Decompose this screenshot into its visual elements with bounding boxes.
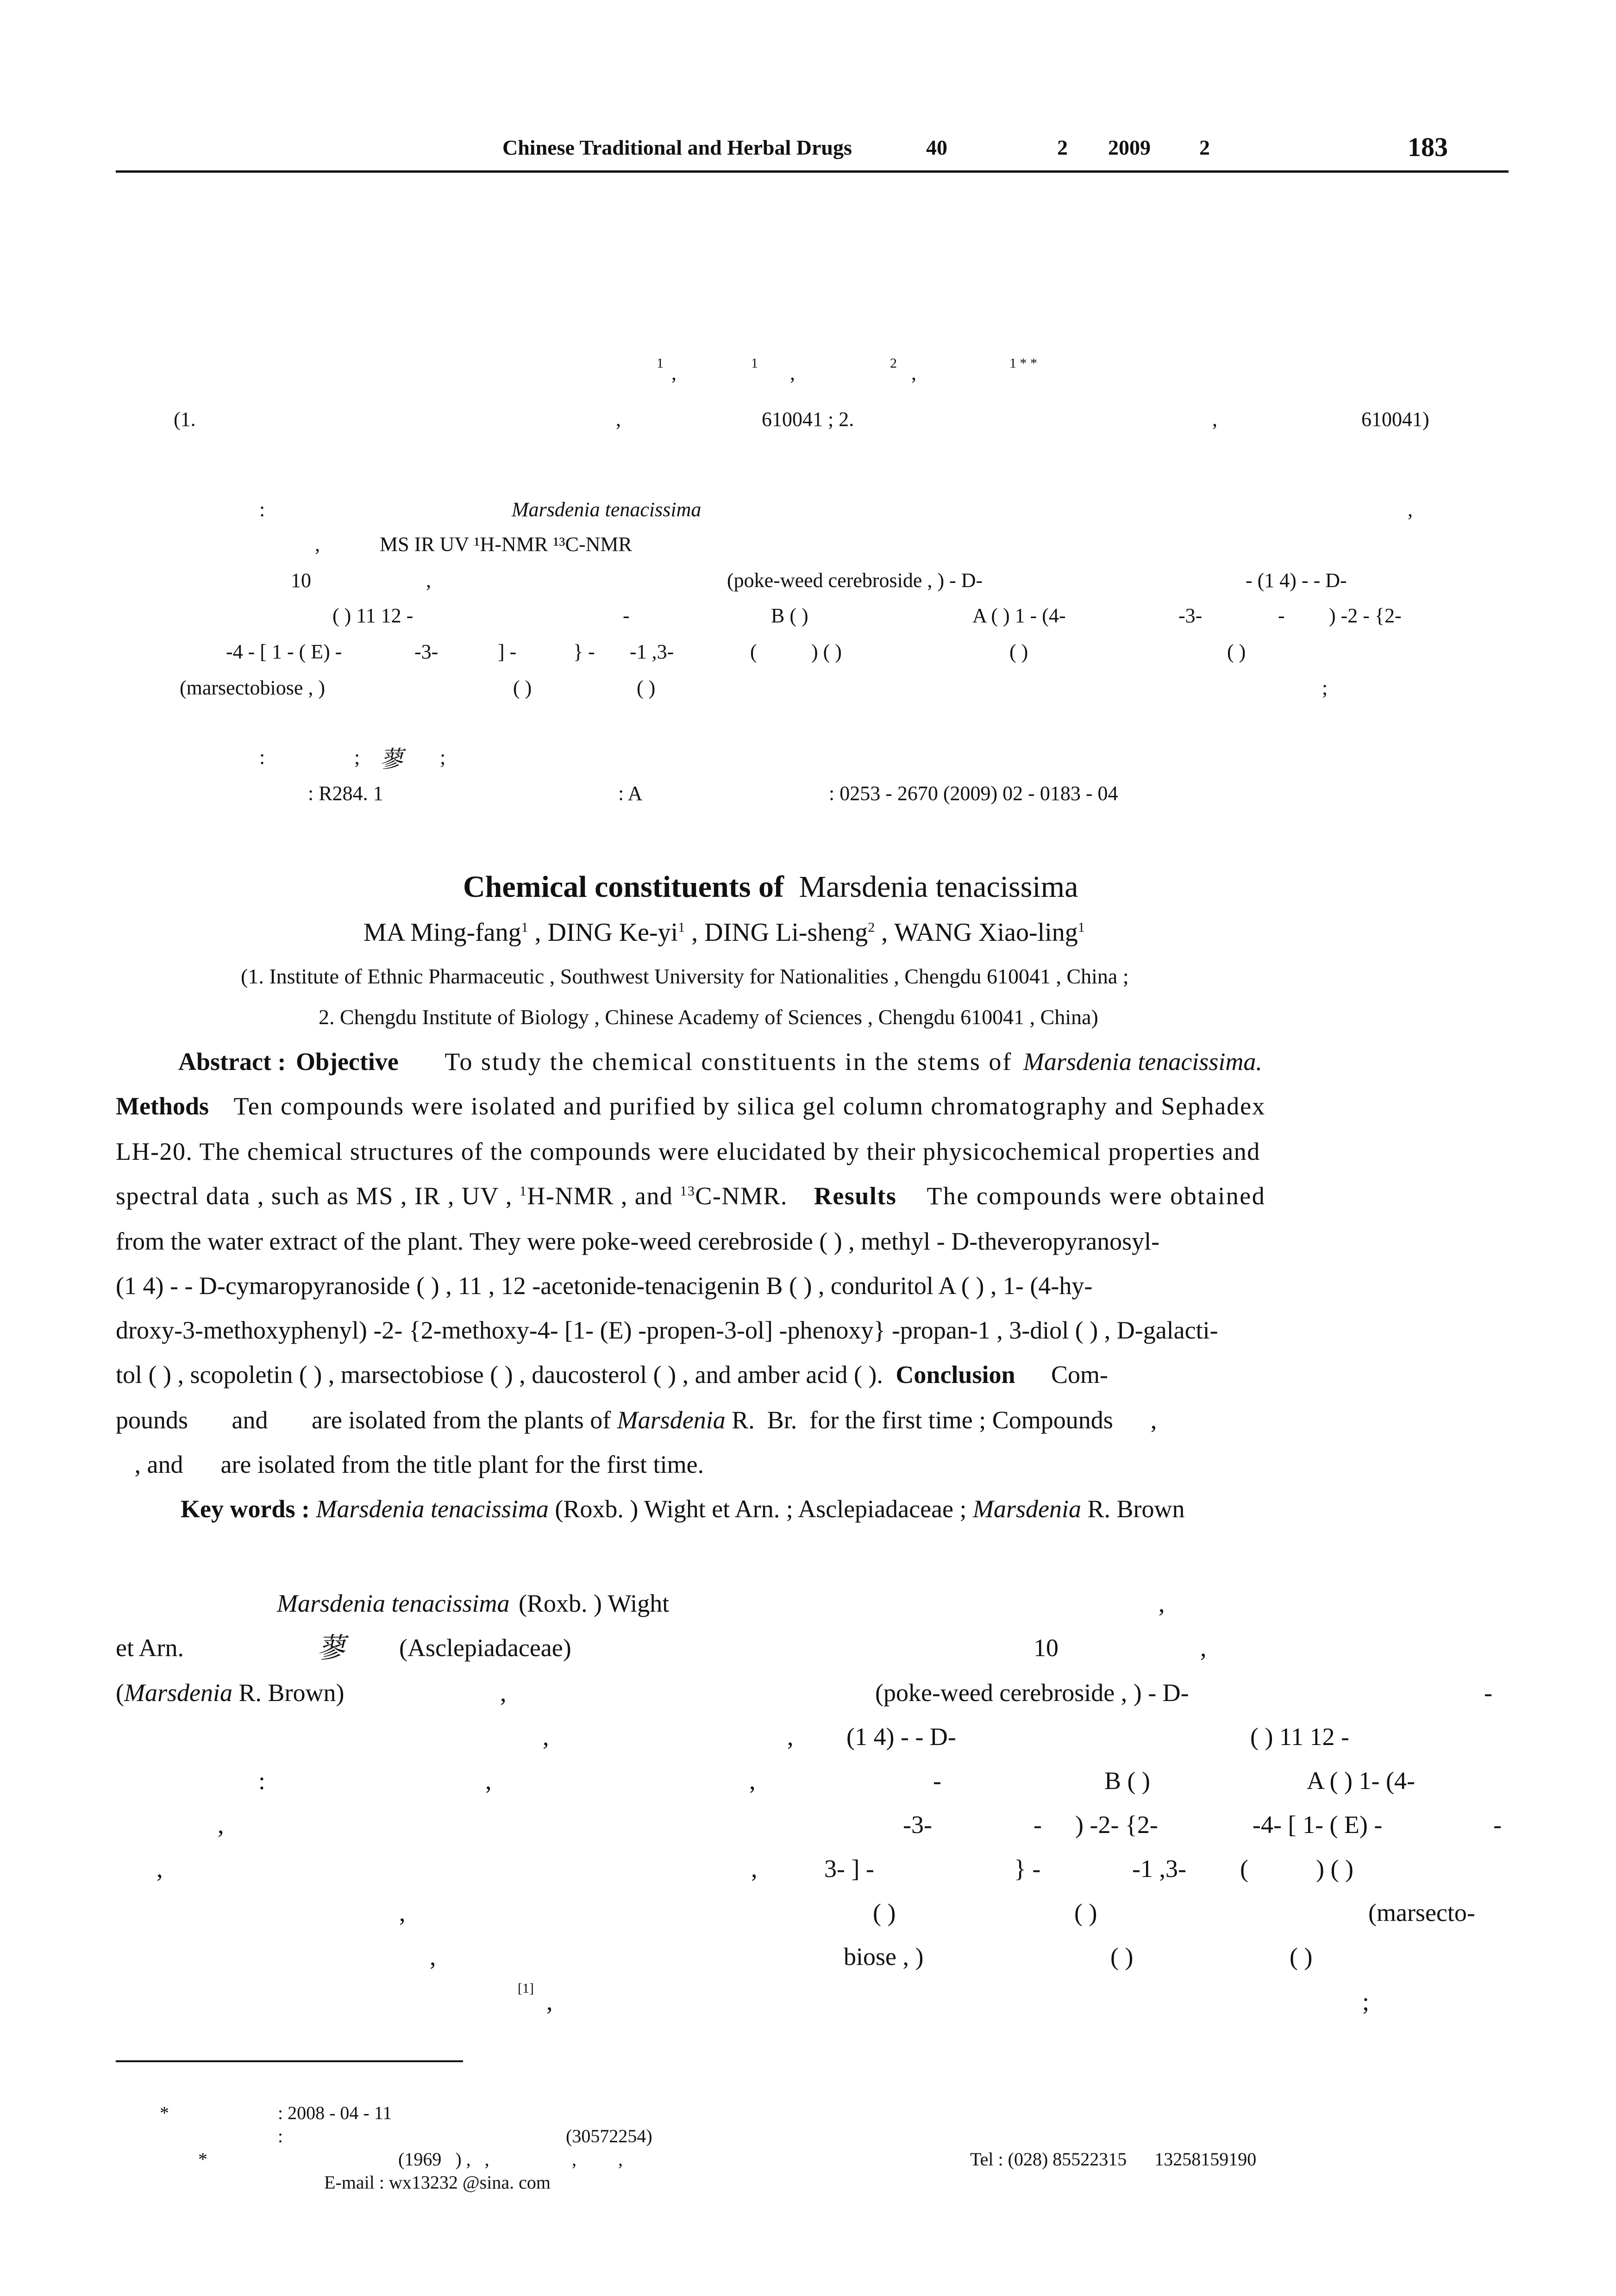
cn-abstract-text: ( ) bbox=[513, 676, 532, 699]
methods-label: Methods bbox=[116, 1092, 209, 1120]
abstract-sup: 13 bbox=[680, 1183, 695, 1199]
cn-abstract-species: Marsdenia tenacissima bbox=[512, 498, 702, 521]
cn-keywords-text: ; bbox=[440, 746, 446, 769]
cn-abstract-text: : bbox=[259, 498, 265, 521]
cn-affil-comma: , bbox=[616, 408, 621, 431]
cn-affil-postcode: 610041) bbox=[1361, 408, 1429, 431]
abstract-sup: 1 bbox=[519, 1183, 527, 1199]
cn-abstract-text: , bbox=[315, 533, 320, 556]
results-label: Results bbox=[814, 1182, 897, 1210]
footnote-text: , , bbox=[572, 2149, 623, 2170]
page-number: 183 bbox=[1408, 132, 1448, 162]
body-text: ) ( ) bbox=[1316, 1855, 1353, 1883]
body-text: , bbox=[543, 1723, 549, 1751]
cn-abstract-text: - bbox=[623, 604, 630, 627]
journal-name: Chinese Traditional and Herbal Drugs bbox=[502, 136, 852, 159]
footnote-text: (1969 ) , , bbox=[398, 2149, 489, 2170]
body-text: , bbox=[218, 1811, 224, 1839]
body-text: (poke-weed cerebroside , ) - D- bbox=[875, 1679, 1189, 1707]
body-text: -3- bbox=[903, 1811, 932, 1839]
abstract-genus: Marsdenia bbox=[617, 1406, 726, 1434]
footnote-received: : 2008 - 04 - 11 bbox=[278, 2102, 392, 2123]
abstract-line: , and are isolated from the title plant for the first time. bbox=[116, 1451, 704, 1478]
body-text: , bbox=[749, 1767, 756, 1795]
body-text: : bbox=[258, 1767, 266, 1795]
body-text: ) -2- {2- bbox=[1075, 1811, 1158, 1839]
header-rule bbox=[116, 170, 1509, 173]
cn-abstract-text: ; bbox=[1322, 676, 1328, 699]
abstract-line bbox=[178, 1047, 1262, 1076]
cn-abstract-text: ( ) bbox=[637, 676, 656, 699]
body-species: Marsdenia tenacissima bbox=[277, 1589, 510, 1617]
body-text: 3- ] - bbox=[824, 1855, 874, 1883]
body-text: , bbox=[399, 1899, 406, 1927]
abstract-line: droxy-3-methoxyphenyl) -2- {2-methoxy-4- [1- (E) -propen-3-ol] -phenoxy} -propan-1 , 3-diol ( ) , D-galacti- bbox=[116, 1316, 1218, 1344]
body-text: (1 4) - - D- bbox=[846, 1723, 956, 1751]
title-species: Marsdenia tenacissima bbox=[799, 870, 1078, 904]
body-text: ( ) 11 12 - bbox=[1250, 1723, 1349, 1751]
affiliation-line: (1. Institute of Ethnic Pharmaceutic , Southwest University for Nationalities , Chengdu 610041 , China ; bbox=[241, 964, 1129, 988]
cn-author-mark: 1 * * bbox=[1009, 356, 1037, 371]
cn-author-mark: , bbox=[790, 362, 795, 384]
author-sup: 2 bbox=[868, 920, 875, 935]
affiliation-line: 2. Chengdu Institute of Biology , Chinese Academy of Sciences , Chengdu 610041 , China) bbox=[319, 1005, 1098, 1029]
cn-abstract-text: - bbox=[1278, 604, 1285, 627]
article-title bbox=[463, 870, 1078, 905]
body-text: A ( ) 1- (4- bbox=[1307, 1767, 1415, 1795]
author-sup: 1 bbox=[521, 920, 528, 935]
author-name: DING Ke-yi bbox=[547, 918, 678, 947]
body-text: , bbox=[157, 1855, 163, 1883]
cn-abstract-text: 10 bbox=[291, 569, 311, 592]
body-text: , bbox=[1200, 1634, 1207, 1662]
cn-author-mark: 1 bbox=[751, 356, 758, 371]
author-name: DING Li-sheng bbox=[704, 918, 868, 947]
results-text: The compounds were obtained bbox=[927, 1182, 1266, 1210]
abstract-text: tol ( ) , scopoletin ( ) , marsectobiose ( ) , daucosterol ( ) , and amber acid ( ). bbox=[116, 1361, 883, 1389]
body-text: 10 bbox=[1033, 1634, 1059, 1662]
cn-doc-code: : A bbox=[618, 782, 643, 805]
objective-text: To study the chemical constituents in the stems of bbox=[445, 1048, 1013, 1076]
cn-author-mark: 2 bbox=[890, 356, 897, 371]
body-text: , bbox=[430, 1943, 436, 1971]
abstract-line bbox=[116, 1406, 1157, 1434]
cn-affil-postcode: 610041 ; 2. bbox=[762, 408, 854, 431]
body-text: ( ) bbox=[1074, 1899, 1097, 1927]
body-text: , bbox=[500, 1679, 507, 1707]
cn-abstract-text: ( ) bbox=[1009, 640, 1028, 663]
body-text: ( ) bbox=[1110, 1943, 1134, 1971]
body-text: , bbox=[546, 1988, 553, 2015]
footnote-grant: (30572254) bbox=[566, 2126, 652, 2146]
cn-abstract-text: -3- bbox=[414, 640, 438, 663]
keywords-text: (Roxb. ) Wight et Arn. ; Asclepiadaceae ; bbox=[555, 1495, 967, 1523]
reference-mark: [1] bbox=[518, 1981, 534, 1996]
abstract-line bbox=[116, 1092, 1265, 1120]
abstract-line bbox=[116, 1360, 1108, 1389]
author-list: MA Ming-fang$^1$ , DING $Ke-yi^1$ , DING Li-sheng$^2$ , WANG Xiao-ling$^1$ bbox=[363, 918, 1085, 947]
abstract-line: LH-20. The chemical structures of the compounds were elucidated by their physicochemical properties and bbox=[116, 1138, 1260, 1165]
author-sup: 1 bbox=[678, 920, 685, 935]
body-text: ( bbox=[116, 1679, 124, 1707]
body-text: B ( ) bbox=[1104, 1767, 1150, 1795]
cn-classification: : R284. 1 bbox=[308, 782, 383, 805]
cn-abstract-text: (poke-weed cerebroside , ) - D- bbox=[727, 569, 983, 592]
abstract-text: R. Br. for the first time ; Compounds , bbox=[732, 1406, 1157, 1434]
body-text: ( bbox=[1240, 1855, 1248, 1883]
footnote-email: E-mail : wx13232 @sina. com bbox=[324, 2172, 551, 2193]
body-line bbox=[116, 1678, 344, 1707]
cn-abstract-text: , bbox=[1408, 498, 1413, 521]
cn-abstract-text: ) ( ) bbox=[811, 640, 842, 663]
cn-abstract-text: A ( ) 1 - (4- bbox=[972, 604, 1066, 627]
author-sup: 1 bbox=[1077, 920, 1085, 935]
methods-text: Ten compounds were isolated and purified by silica gel column chromatography and Sephadex bbox=[233, 1092, 1266, 1120]
cn-keywords-text: ; bbox=[354, 746, 360, 769]
body-text: -1 ,3- bbox=[1132, 1855, 1186, 1883]
cn-abstract-text: ( ) bbox=[1227, 640, 1246, 663]
body-text: biose , ) bbox=[844, 1943, 924, 1971]
cn-keywords-text: : bbox=[259, 746, 265, 769]
keywords-line bbox=[181, 1495, 1185, 1523]
footnote-tel: Tel : (028) 85522315 13258159190 bbox=[970, 2149, 1257, 2170]
cn-abstract-text: ) -2 - {2- bbox=[1329, 604, 1402, 627]
body-text: , bbox=[1159, 1589, 1165, 1617]
body-text: (Roxb. ) Wight bbox=[518, 1589, 670, 1617]
body-text: R. Brown) bbox=[238, 1679, 344, 1707]
journal-issue: 2 bbox=[1057, 136, 1068, 159]
cn-abstract-text: } - bbox=[573, 640, 595, 663]
body-text: ( ) bbox=[1290, 1943, 1313, 1971]
body-text: -4- [ 1- ( E) - bbox=[1253, 1811, 1383, 1839]
title-prefix: Chemical constituents of bbox=[463, 870, 784, 904]
body-text: ; bbox=[1362, 1988, 1370, 2015]
cn-abstract-text: -3- bbox=[1178, 604, 1203, 627]
cn-abstract-text: , bbox=[426, 569, 431, 592]
objective-label: Objective bbox=[295, 1048, 399, 1076]
abstract-line: (1 4) - - D-cymaropyranoside ( ) , 11 , 12 -acetonide-tenacigenin B ( ) , conduritol A ( ) , 1- (4-hy- bbox=[116, 1272, 1093, 1300]
author-name: WANG Xiao-ling bbox=[894, 918, 1078, 947]
conclusion-label: Conclusion bbox=[896, 1361, 1015, 1389]
body-text: } - bbox=[1014, 1855, 1041, 1883]
body-text: - bbox=[1033, 1811, 1042, 1839]
footnote-rule bbox=[116, 2060, 463, 2062]
cn-author-mark: , bbox=[671, 362, 676, 384]
cn-author-mark: 1 bbox=[657, 356, 664, 371]
abstract-text: pounds and are isolated from the plants of bbox=[116, 1406, 611, 1434]
cn-abstract-text: -1 ,3- bbox=[630, 640, 674, 663]
body-line bbox=[277, 1589, 669, 1618]
cn-keywords-glyph: 蓼 bbox=[380, 746, 403, 772]
abstract-line bbox=[116, 1182, 1265, 1210]
body-text: (Asclepiadaceae) bbox=[399, 1634, 571, 1662]
cn-abstract-text: B ( ) bbox=[771, 604, 808, 627]
cn-abstract-text: ( bbox=[750, 640, 757, 663]
keywords-genus: Marsdenia bbox=[973, 1495, 1081, 1523]
body-text: et Arn. bbox=[116, 1634, 184, 1662]
abstract-text: spectral data , such as MS , IR , UV , bbox=[116, 1182, 520, 1210]
footnote-text: : bbox=[278, 2126, 283, 2146]
body-text: - bbox=[933, 1767, 941, 1795]
body-text: , bbox=[787, 1723, 794, 1751]
cn-abstract-methods: MS IR UV ¹H-NMR ¹³C-NMR bbox=[380, 533, 632, 556]
body-genus: Marsdenia bbox=[124, 1679, 232, 1707]
cn-abstract-text: ] - bbox=[498, 640, 517, 663]
body-text: - bbox=[1493, 1811, 1502, 1839]
body-text: ( ) bbox=[873, 1899, 896, 1927]
author-name: MA Ming-fang bbox=[363, 918, 521, 947]
abstract-text: H-NMR , and bbox=[527, 1182, 680, 1210]
footnote-mark: * bbox=[160, 2102, 169, 2123]
keywords-label: Key words : bbox=[181, 1495, 310, 1523]
abstract-line: from the water extract of the plant. They were poke-weed cerebroside ( ) , methyl - D-theveropyranosyl- bbox=[116, 1227, 1160, 1255]
cn-affil-comma: , bbox=[1212, 408, 1217, 431]
body-text: , bbox=[751, 1855, 758, 1883]
abstract-label: Abstract : bbox=[178, 1048, 286, 1076]
cn-abstract-text: ( ) 11 12 - bbox=[332, 604, 413, 627]
body-text: , bbox=[485, 1767, 492, 1795]
cn-author-mark: , bbox=[911, 362, 916, 384]
abstract-text: Com- bbox=[1051, 1361, 1109, 1389]
footnote-mark: * bbox=[198, 2149, 207, 2170]
cn-article-id: : 0253 - 2670 (2009) 02 - 0183 - 04 bbox=[829, 782, 1118, 805]
journal-volume: 40 bbox=[926, 136, 947, 159]
cn-abstract-text: - (1 4) - - D- bbox=[1246, 569, 1347, 592]
abstract-text: C-NMR. bbox=[695, 1182, 788, 1210]
keywords-text: R. Brown bbox=[1087, 1495, 1185, 1523]
body-text: - bbox=[1484, 1679, 1492, 1707]
keywords-species: Marsdenia tenacissima bbox=[316, 1495, 549, 1523]
journal-month: 2 bbox=[1199, 136, 1210, 159]
body-glyph: 蓼 bbox=[317, 1633, 345, 1664]
abstract-species: Marsdenia tenacissima. bbox=[1023, 1048, 1262, 1076]
journal-year: 2009 bbox=[1108, 136, 1151, 159]
cn-abstract-text: -4 - [ 1 - ( E) - bbox=[226, 640, 342, 663]
cn-abstract-text: (marsectobiose , ) bbox=[180, 676, 325, 699]
cn-affil-open: (1. bbox=[174, 408, 196, 431]
body-text: (marsecto- bbox=[1368, 1899, 1475, 1927]
